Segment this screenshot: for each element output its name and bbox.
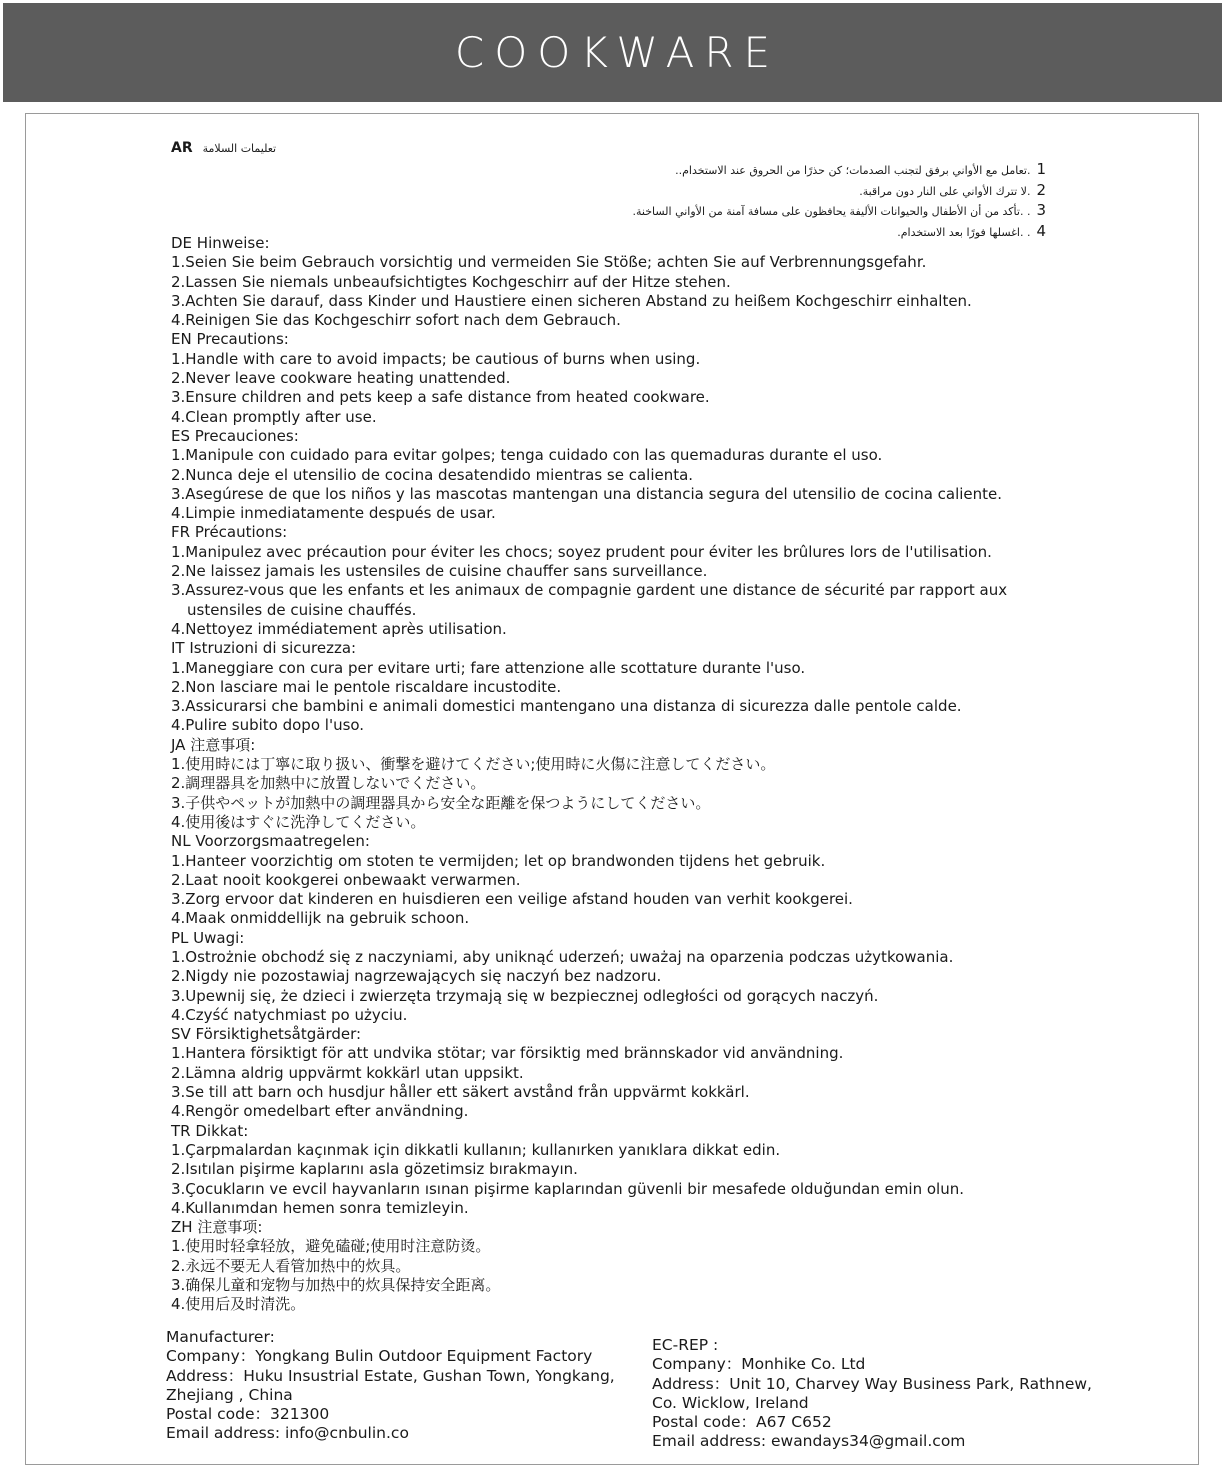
section-ja xyxy=(171,736,1071,832)
ec-rep-block xyxy=(652,1336,1092,1452)
section-sv xyxy=(171,1025,1071,1121)
ec-rep-postal-code: Postal code：A67 C652 xyxy=(652,1413,832,1432)
section-item: 1.使用時には丁寧に取り扱い、衝撃を避けてください;使用時に火傷に注意してください。 xyxy=(171,755,776,774)
section-item: 3.Çocukların ve evcil hayvanların ısınan pişirme kaplarından güvenli bir mesafede olduğundan emin olun. xyxy=(171,1179,965,1198)
section-it xyxy=(171,639,1071,735)
ar-item xyxy=(632,160,1046,181)
section-item: 4.Nettoyez immédiatement après utilisation. xyxy=(171,619,507,638)
section-item: 4.Clean promptly after use. xyxy=(171,407,377,426)
manufacturer-address-cont: Zhejiang , China xyxy=(166,1385,293,1404)
section-item: 1.Manipule con cuidado para evitar golpes; tenga cuidado con las quemaduras durante el uso. xyxy=(171,446,883,465)
section-item: 1.Hanteer voorzichtig om stoten te vermijden; let op brandwonden tijdens het gebruik. xyxy=(171,851,826,870)
section-item: 2.Non lasciare mai le pentole riscaldare incustodite. xyxy=(171,677,562,696)
section-title: FR Précautions: xyxy=(171,523,288,542)
ar-item-text: . .تأكد من أن الأطفال والحيوانات الأليفة يحافظون على مسافة آمنة من الأواني الساخنة. xyxy=(632,205,1031,218)
section-item: 4.Maak onmiddellijk na gebruik schoon. xyxy=(171,909,470,928)
instructions-panel xyxy=(25,113,1199,1465)
section-item: 4.Czyść natychmiast po użyciu. xyxy=(171,1005,408,1024)
section-item: 3.确保儿童和宠物与加热中的炊具保持安全距离。 xyxy=(171,1276,501,1295)
section-item: 2.Lämna aldrig uppvärmt kokkärl utan uppsikt. xyxy=(171,1063,524,1082)
ec-rep-company: Company：Monhike Co. Ltd xyxy=(652,1355,866,1374)
section-item: 1.Ostrożnie obchodź się z naczyniami, aby uniknąć uderzeń; uważaj na oparzenia podczas użytkowania. xyxy=(171,947,954,966)
section-item: 4.Reinigen Sie das Kochgeschirr sofort nach dem Gebrauch. xyxy=(171,311,621,330)
ar-item-text: .تعامل مع الأواني برفق لتجنب الصدمات؛ كن حذرًا من الحروق عند الاستخدام.. xyxy=(675,164,1031,177)
ar-item-text: .لا تترك الأواني على النار دون مراقبة. xyxy=(859,184,1031,198)
precaution-sections xyxy=(171,234,1071,1315)
section-title: DE Hinweise: xyxy=(171,234,270,252)
section-item: 2.Isıtılan pişirme kaplarını asla gözetimsiz bırakmayın. xyxy=(171,1160,578,1179)
ar-item-list xyxy=(632,160,1046,242)
ar-item-number: 1 xyxy=(1036,160,1046,178)
section-title: SV Försiktighetsåtgärder: xyxy=(171,1025,362,1044)
section-zh xyxy=(171,1218,1071,1314)
section-item: 1.Çarpmalardan kaçınmak için dikkatli kullanın; kullanırken yanıklara dikkat edin. xyxy=(171,1140,781,1159)
ar-item xyxy=(632,201,1046,222)
section-en xyxy=(171,330,1071,426)
section-item: 4.Pulire subito dopo l'uso. xyxy=(171,716,365,735)
ec-rep-address-cont: Co. Wicklow, Ireland xyxy=(652,1393,809,1412)
section-item: 3.Se till att barn och husdjur håller ett säkert avstånd från uppvärmt kokkärl. xyxy=(171,1083,750,1102)
ar-item-text: . .اغسلها فورًا بعد الاستخدام. xyxy=(897,225,1031,239)
section-item: 3.Ensure children and pets keep a safe distance from heated cookware. xyxy=(171,388,710,407)
section-item: 1.使用时轻拿轻放，避免磕碰;使用时注意防烫。 xyxy=(171,1237,491,1256)
section-title: NL Voorzorgsmaatregelen: xyxy=(171,832,370,851)
section-item: 2.Lassen Sie niemals unbeaufsichtigtes Kochgeschirr auf der Hitze stehen. xyxy=(171,272,731,291)
ar-item xyxy=(632,181,1046,202)
section-nl xyxy=(171,832,1071,928)
section-item: 2.Nigdy nie pozostawiaj nagrzewających się naczyń bez nadzoru. xyxy=(171,967,662,986)
section-item: 3.Zorg ervoor dat kinderen en huisdieren een veilige afstand houden van verhit kookgerei. xyxy=(171,890,853,909)
manufacturer-company: Company：Yongkang Bulin Outdoor Equipment Factory xyxy=(166,1347,593,1366)
section-item: 2.調理器具を加熱中に放置しないでください。 xyxy=(171,774,486,793)
manufacturer-address: Address：Huku Insustrial Estate, Gushan Town, Yongkang, xyxy=(166,1366,615,1385)
header-bar xyxy=(3,3,1222,102)
ar-item-number: 4 xyxy=(1036,221,1046,240)
ar-item-number: 2 xyxy=(1036,180,1046,199)
section-item: 1.Seien Sie beim Gebrauch vorsichtig und vermeiden Sie Stöße; achten Sie auf Verbrennungsgefahr. xyxy=(171,253,927,272)
section-item: 1.Manipulez avec précaution pour éviter les chocs; soyez prudent pour éviter les brûlures lors de l'utilisation. xyxy=(171,542,992,561)
section-de xyxy=(171,234,1071,330)
section-title: ZH 注意事项: xyxy=(171,1218,263,1237)
manufacturer-block xyxy=(166,1328,615,1444)
section-item: 1.Hantera försiktigt för att undvika stötar; var försiktig med brännskador vid användning. xyxy=(171,1044,844,1063)
manufacturer-postal-code: Postal code：321300 xyxy=(166,1405,330,1424)
section-tr xyxy=(171,1122,1071,1218)
ar-heading xyxy=(171,140,276,156)
section-item: 3.Upewnij się, że dzieci i zwierzęta trzymają się w bezpiecznej odległości od gorących naczyń. xyxy=(171,986,879,1005)
section-item: 3.Achten Sie darauf, dass Kinder und Haustiere einen sicheren Abstand zu heißem Kochgeschirr einhalten. xyxy=(171,291,972,310)
section-item: 4.Rengör omedelbart efter användning. xyxy=(171,1102,469,1121)
manufacturer-email: Email address: info@cnbulin.co xyxy=(166,1424,409,1443)
ec-rep-address: Address：Unit 10, Charvey Way Business Park, Rathnew, xyxy=(652,1374,1092,1393)
section-title: EN Precautions: xyxy=(171,330,289,349)
ec-rep-label: EC-REP : xyxy=(652,1336,719,1354)
section-item: 2.Ne laissez jamais les ustensiles de cuisine chauffer sans surveillance. xyxy=(171,562,708,581)
section-title: JA 注意事項: xyxy=(171,735,256,754)
section-item: 4.Limpie inmediatamente después de usar. xyxy=(171,504,496,523)
ar-language-code: AR xyxy=(171,140,193,156)
section-fr xyxy=(171,523,1071,639)
section-item-continuation: ustensiles de cuisine chauffés. xyxy=(187,600,417,619)
section-title: IT Istruzioni di sicurezza: xyxy=(171,639,357,658)
section-title: PL Uwagi: xyxy=(171,928,245,947)
section-title: ES Precauciones: xyxy=(171,426,299,445)
section-item: 4.使用後はすぐに洗浄してください。 xyxy=(171,812,426,831)
section-item: 4.Kullanımdan hemen sonra temizleyin. xyxy=(171,1198,469,1217)
section-item: 2.Nunca deje el utensilio de cocina desatendido mientras se calienta. xyxy=(171,465,694,484)
section-item: 4.使用后及时清洗。 xyxy=(171,1295,306,1314)
section-item: 2.Laat nooit kookgerei onbewaakt verwarmen. xyxy=(171,870,521,889)
section-item: 1.Maneggiare con cura per evitare urti; fare attenzione alle scottature durante l'uso. xyxy=(171,658,806,677)
page-title: COOKWARE xyxy=(454,28,781,77)
section-item: 3.Asegúrese de que los niños y las mascotas mantengan una distancia segura del utensilio de cocina caliente. xyxy=(171,484,1003,503)
section-es xyxy=(171,427,1071,523)
section-title: TR Dikkat: xyxy=(171,1121,249,1140)
section-item: 1.Handle with care to avoid impacts; be cautious of burns when using. xyxy=(171,349,701,368)
ar-item-number: 3 xyxy=(1036,201,1046,219)
ec-rep-email: Email address: ewandays34@gmail.com xyxy=(652,1432,966,1451)
section-item: 3.子供やペットが加熱中の調理器具から安全な距離を保つようにしてください。 xyxy=(171,793,711,812)
section-item: 2.永远不要无人看管加热中的炊具。 xyxy=(171,1256,411,1275)
section-pl xyxy=(171,929,1071,1025)
ar-section-title: تعليمات السلامة xyxy=(202,142,277,155)
section-item: 3.Assicurarsi che bambini e animali domestici mantengano una distanza di sicurezza dalle pentole calde. xyxy=(171,697,962,716)
section-item: 3.Assurez-vous que les enfants et les animaux de compagnie gardent une distance de sécurité par rapport aux xyxy=(171,581,1008,600)
manufacturer-label: Manufacturer: xyxy=(166,1328,275,1346)
section-item: 2.Never leave cookware heating unattended. xyxy=(171,369,511,388)
